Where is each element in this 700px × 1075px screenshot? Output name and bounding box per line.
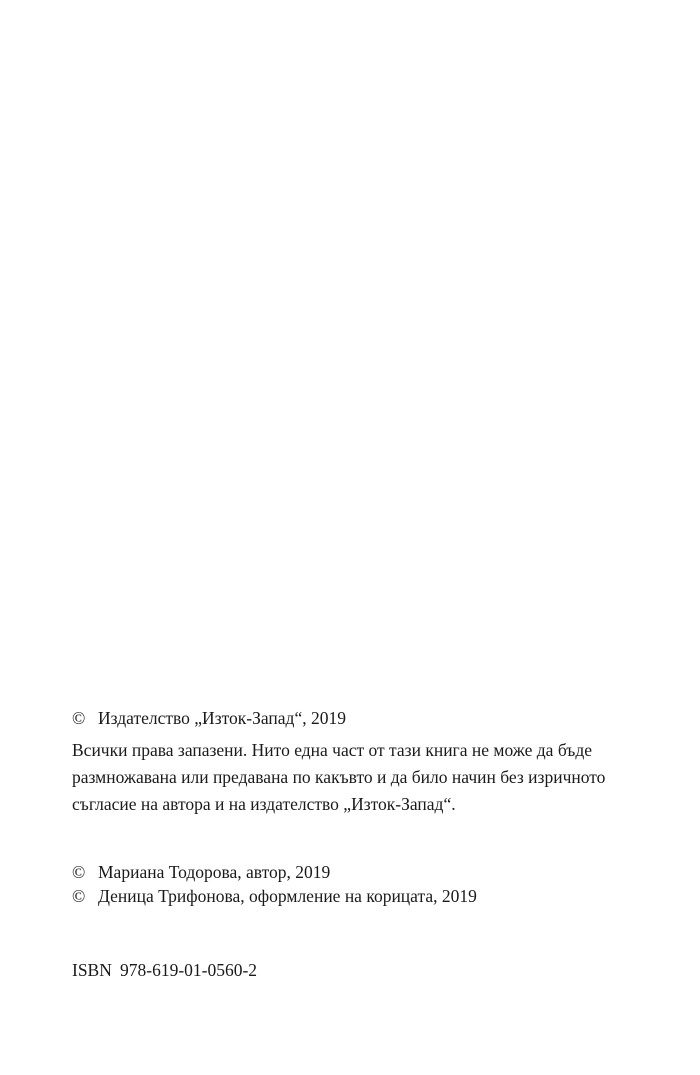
copyright-symbol: © <box>72 886 86 906</box>
publisher-copyright-text: Издателство „Изток-Запад“, 2019 <box>98 708 346 728</box>
rights-notice-line: размножавана или предавана по какъвто и да било начин без изричното <box>72 767 606 787</box>
rights-notice-line: Всички права запазени. Нито една част от тази книга не може да бъде <box>72 740 593 760</box>
rights-notice <box>72 737 632 818</box>
isbn-line <box>72 962 257 980</box>
publisher-copyright-line <box>72 710 346 728</box>
cover-copyright-line <box>72 888 477 906</box>
isbn-value: 978-619-01-0560-2 <box>120 960 258 980</box>
isbn-label: ISBN <box>72 960 112 980</box>
cover-copyright-text: Деница Трифонова, оформление на корицата, 2019 <box>98 886 477 906</box>
copyright-symbol: © <box>72 708 86 728</box>
author-copyright-text: Мариана Тодорова, автор, 2019 <box>98 862 331 882</box>
copyright-symbol: © <box>72 862 86 882</box>
author-copyright-line <box>72 864 330 882</box>
rights-notice-line: съгласие на автора и на издателство „Изток-Запад“. <box>72 794 456 814</box>
